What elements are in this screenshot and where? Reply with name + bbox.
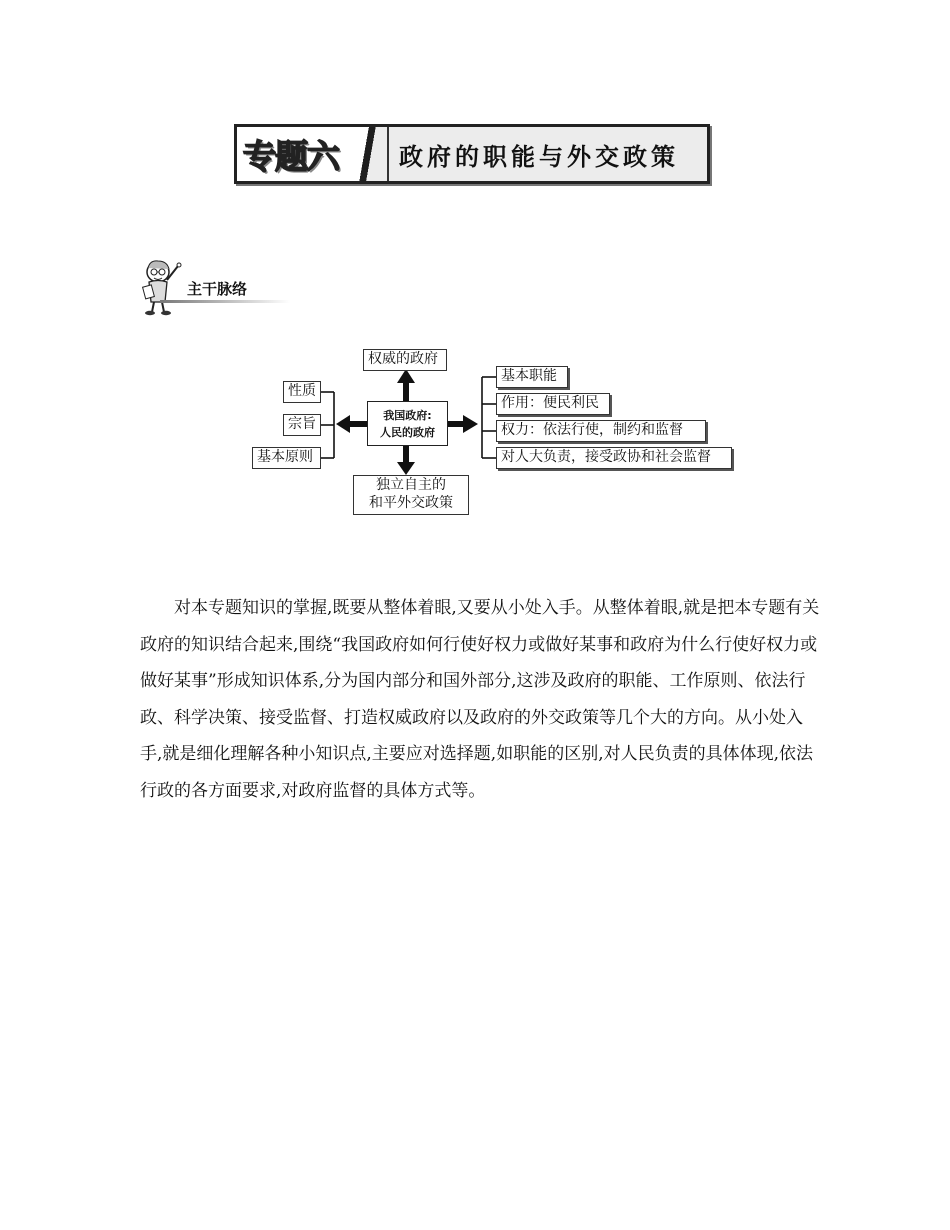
body-paragraph: 对本专题知识的掌握,既要从整体着眼,又要从小处入手。从整体着眼,就是把本专题有关政府的知识结合起来,围绕“我国政府如何行使好权力或做好某事和政府为什么行使好权力或做好某事”形成知识体系,分为国内部分和国外部分,这涉及政府的职能、工作原则、依法行政、科学决策、接受监督、打造权威政府以及政府的外交政策等几个大的方向。从小处入手,就是细化理解各种小知识点,主要应对选择题,如职能的区别,对人民负责的具体体现,依法行政的各方面要求,对政府监督的具体方式等。 [140,598,820,801]
node-foreign-policy-line-2: 和平外交政策 [369,495,453,511]
topic-label: 专题六 [243,136,339,176]
node-nature: 性质 [283,381,321,403]
node-foreign-policy-line-1: 独立自主的 [376,477,446,493]
node-basic-principle: 基本原则 [252,447,321,469]
node-supervision: 对人大负责，接受政协和社会监督 [496,447,732,469]
node-power: 权力：依法行使，制约和监督 [496,420,706,442]
node-foreign-policy [353,475,469,515]
section-title: 主干脉络 [187,280,248,298]
center-node-our-government [367,401,448,446]
center-node-line-2: 人民的政府 [380,425,435,439]
node-authoritative-government: 权威的政府 [363,349,447,371]
node-purpose: 宗旨 [283,414,321,436]
node-role: 作用：便民利民 [496,393,610,415]
node-basic-function: 基本职能 [496,366,568,388]
center-node-line-1: 我国政府: [383,408,432,422]
topic-title: 政府的职能与外交政策 [399,142,679,171]
